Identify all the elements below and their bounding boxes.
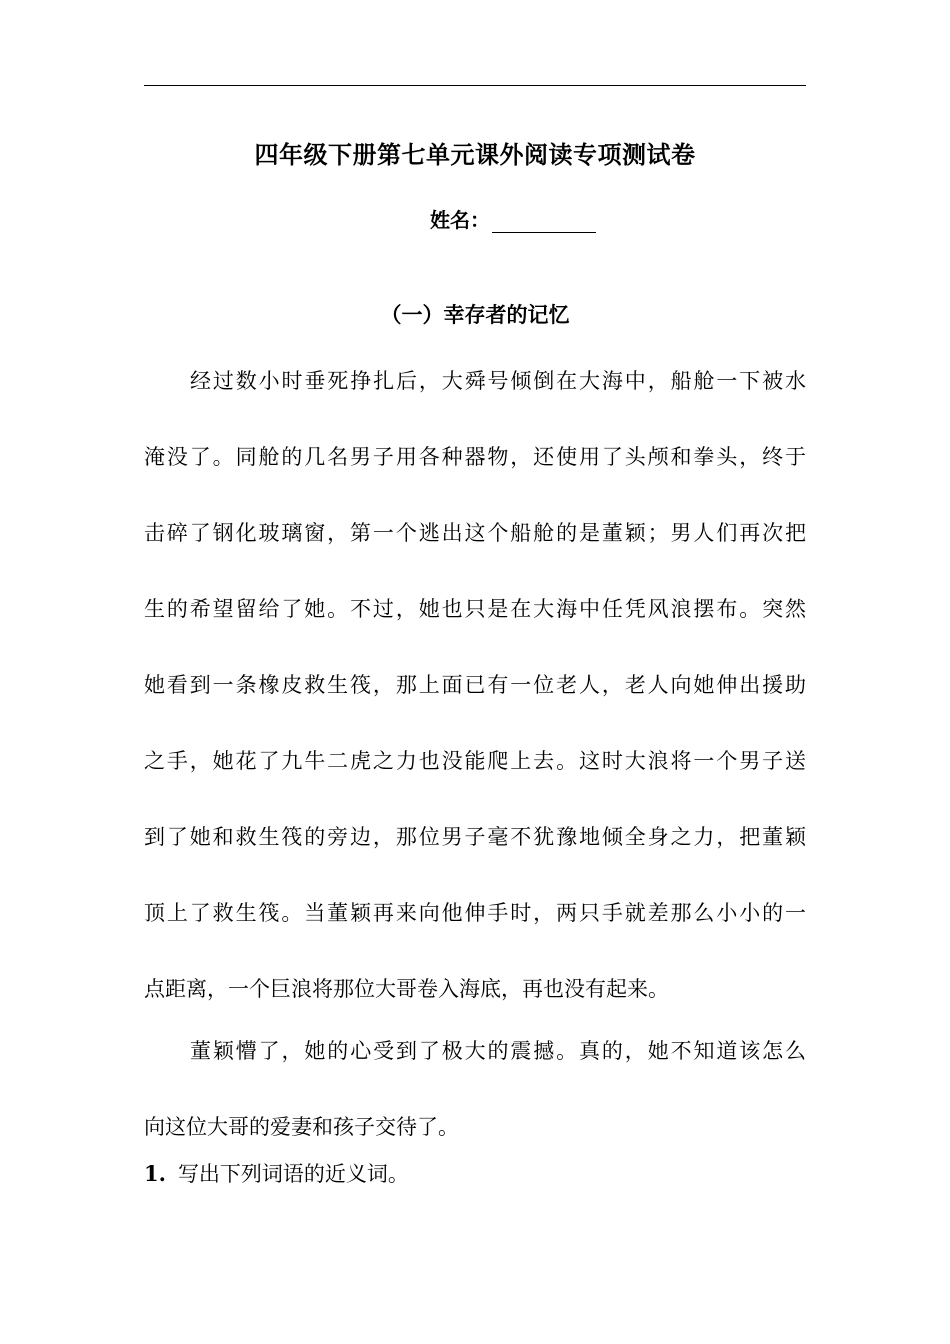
paragraph-line: 淹没了。同舱的几名男子用各种器物，还使用了头颅和拳头，终于 [144,445,806,469]
paragraph-line: 之手，她花了九牛二虎之力也没能爬上去。这时大浪将一个男子送 [144,749,806,773]
paragraph-line: 顶上了救生筏。当董颖再来向他伸手时，两只手就差那么小小的一 [144,901,806,925]
paragraph-line: 击碎了钢化玻璃窗，第一个逃出这个船舱的是董颖；男人们再次把 [144,521,806,545]
paragraph-line: 到了她和救生筏的旁边，那位男子毫不犹豫地倾全身之力，把董颖 [144,825,806,849]
paragraph-line: 经过数小时垂死挣扎后，大舜号倾倒在大海中，船舱一下被水 [190,369,806,393]
question-1 [144,1149,409,1199]
paragraph-line: 董颖懵了，她的心受到了极大的震撼。真的，她不知道该怎么 [190,1039,806,1063]
question-number: 1. [144,1161,166,1186]
paragraph-line: 点距离，一个巨浪将那位大哥卷入海底，再也没有起来。 [144,977,669,1001]
question-text: 写出下列词语的近义词。 [177,1162,409,1186]
name-label: 姓名： [430,208,490,232]
name-blank-line[interactable] [492,212,596,233]
name-field [430,204,596,233]
paragraph-line: 生的希望留给了她。不过，她也只是在大海中任凭风浪摆布。突然 [144,597,806,621]
document-title: 四年级下册第七单元课外阅读专项测试卷 [254,140,696,169]
section-title: （一）幸存者的记忆 [380,302,570,327]
paragraph-line: 她看到一条橡皮救生筏，那上面已有一位老人，老人向她伸出援助 [144,673,806,697]
paragraph-line: 向这位大哥的爱妻和孩子交待了。 [144,1115,459,1139]
reading-passage [144,356,806,1178]
header-rule [144,85,806,86]
